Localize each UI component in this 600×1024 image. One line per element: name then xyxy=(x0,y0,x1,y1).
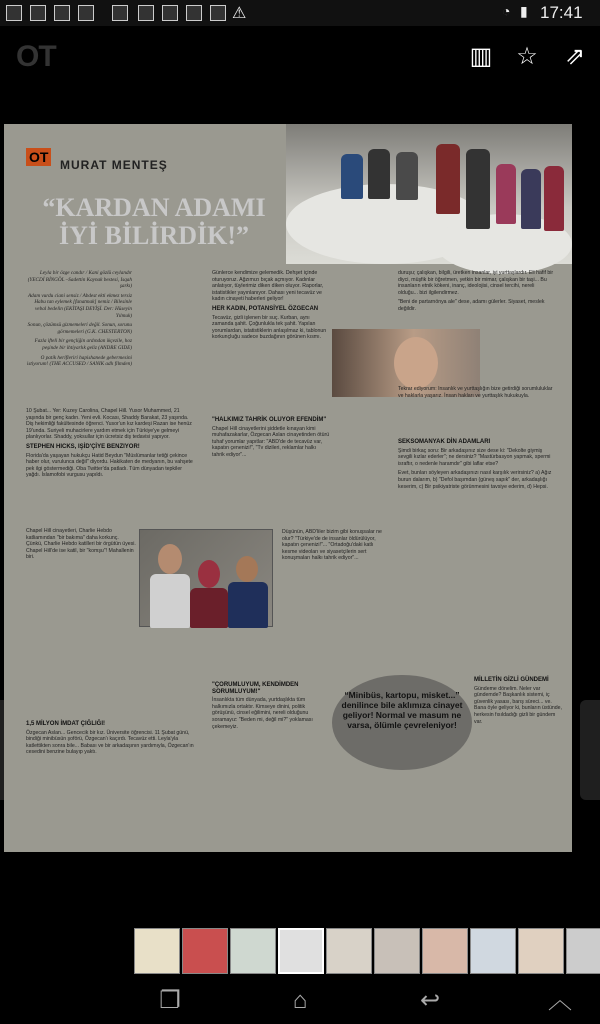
page-thumbnail[interactable] xyxy=(470,928,516,974)
article-column-3-middle: SEKSOMANYAK DİN ADAMLARI Şimdi birkaç soru: Bir arkadaşınız size dese ki: "Dekolte giymiş sevgili kızlar ederler"; ne dersiniz? "Mastürbasyon yapmak, spermi israftır, o nedenle haramdır" gibi laflar etse? Evet, bunları söyleyen arkadaşınızı nasıl karşılık verirsiniz? a) Ağız burun dalarım, b) "Defol başımdan (güneş sapık" der, arkadaşlığı keserim, c) Bir psikiyatriste görünmesini tavsiye ederim, d) Hepsi. xyxy=(398,439,552,490)
page-thumbnail[interactable] xyxy=(566,928,600,974)
article-column-2-middle: "HALKIMIZ TAHRİK OLUYOR EFENDİM" Chapel Hill cinayetlerini şiddetle kınayan kimi muhafazakarlar, Özgecan Aslan cinayetinden ötürü tuhaf yorumlar yapıtlar: "ABD'de de tecavüz var, kapatın çenenizi!", "Tv dizileri, reklamlar halkı tahrik ediyor"... xyxy=(212,417,330,458)
page-thumbnail[interactable] xyxy=(182,928,228,974)
status-bar xyxy=(0,0,600,26)
notification-shop-icon xyxy=(138,5,154,21)
warning-icon: ⚠ xyxy=(232,5,247,22)
notification-download-icon xyxy=(162,5,178,21)
article-column-2: Günlerce kendimize gelemedik. Dehşet içinde oturuyoruz. Ağzımızı bıçak açmıyor. Kadınlar anlatıyor, tüylerimiz diken diken oluyor. Raporlar, istatistikler yayınlanıyor. Dahası yeni tecavüz ve kadın cinayeti haberleri geliyor! HER KADIN, POTANSİYEL ÖZGECAN Tecavüz, gizli işlenen bir suç. Kurban, aynı zamanda şahit. Çoğunlukla tek şahit. Yapılan yorumlardan, istatistiklerin anlaşılmaz ki, tablonun korkunçluğu sadece buzdağının görünen kısmı. xyxy=(212,270,327,341)
notification-upload-icon xyxy=(186,5,202,21)
page-thumbnail[interactable] xyxy=(374,928,420,974)
article-column-2-bottom: "ÇORUMLUYUM, KENDİMDEN SORUMLUYUM!" İnsanlıkta tüm dünyada, yurtdaşlıkta tüm halkımızla ortaktır. Kimseye dinini, politik görüşünü, cinsel eğilimini, nereli olduğunu soramayız: "Beden mi, değil mi?" yoklaması çekemeyiz. xyxy=(212,682,313,730)
pull-quote: “Minibüs, kartopu, misket...” denilince bile aklımıza cinayet geliyor! Normal ve masum ne varsa, ölümle çevreleniyor! xyxy=(332,675,472,770)
family-photo xyxy=(139,529,273,627)
article-column-1-bottom: 1,5 MİLYON İMDAT ÇIĞLIĞI! Özgecan Aslan... Gencecik bir kız. Üniversite öğrencisi. 11 Şubat günü, bindiği minibüsün şoförü, Özgecan'ı kaçırdı. Tecavüz etti. Leyla'yla katlettikten sonra bile... Babası ve bir arkadaşının yardımıyla, Özgecan'ın cesedini benzine bulayıp yaktı. xyxy=(26,721,194,756)
page-thumbnail[interactable] xyxy=(230,928,276,974)
home-icon[interactable]: ⌂ xyxy=(292,987,308,1014)
article-column-3-top: Tekrar ediyorum: İnsanlık ve yurttaşlığın bize getirdiği sorumluluklar ve haklarla yaşarız. İnsan hakları ve yurttaşlık hukukuyla. xyxy=(398,386,553,399)
right-page-handle[interactable] xyxy=(580,700,600,800)
recent-apps-icon[interactable]: ❐ xyxy=(159,987,181,1014)
app-logo[interactable]: OT xyxy=(16,40,56,73)
page-thumbnail[interactable] xyxy=(134,928,180,974)
article-column-2-inset: Düşünün, ABD'liler bizim gibi konuşsalar ne olur? "Türkiye'de de insanlar öldürülüyor, kapatın çenenizi!"... "Ortadoğu'daki katlı kesme videoları ve siyasetçilerin sert konuşmaları halkı tahrik ediyor"... xyxy=(282,529,382,562)
page-thumbnail[interactable] xyxy=(326,928,372,974)
notification-image-icon xyxy=(112,5,128,21)
article-column-3-bottom: MİLLETİN GİZLİ GÜNDEMİ Gündeme dönelim. Neler var gündemde? Başkanlık sistemi, iç güvenlik yasası, barış süreci... ve. Bana öyle geliyor ki, bunların üstünde, herkesin fısıldadığı gizli bir gündem var. xyxy=(474,677,562,725)
snowman-photo xyxy=(286,124,572,264)
notification-news-icon-4 xyxy=(78,5,94,21)
page-thumbnail[interactable] xyxy=(422,928,468,974)
notification-news-icon-3 xyxy=(54,5,70,21)
back-icon[interactable]: ↩ xyxy=(419,987,441,1014)
chevron-up-icon[interactable]: ︿ xyxy=(548,987,572,1014)
magazine-page[interactable] xyxy=(4,124,572,852)
navigation-bar xyxy=(0,978,600,1024)
article-column-3: duruşu; çalışkan, bilgili, üretken insanlar, iyi yurttaşlardır. Eli hafif bir diyci, müşfik bir öğretmen, yetkin bir mimar, çalışkan bir taşi... Bu insanların etnik kökeni, inanç, ideolojisi, cinsel tercihi, nereli olduğu... bizi ilgilendirmez. "Beni de partarnönya ale" dese, adamı gülerler. Siyaset, meslek değildir. xyxy=(398,270,554,312)
headline: “KARDAN ADAMI İYİ BİLİRDİK!” xyxy=(42,193,266,250)
share-icon[interactable]: ⇗ xyxy=(564,43,586,70)
battery-icon: ▮ xyxy=(520,3,528,19)
article-column-1: Leyla bir özge candır / Kani gözlü ceylandır (YECDİ BİNGÖL –Sadettin Kaynak bestesi, Isqah şarkı) Adam vurdu ciani sensiz / Abdest ekti ekmez tersiz Habu tan eylemek [fanatmak] nemiz / Bilesinle vebal bedelin (EKİTAŞI DEYİŞİ. Der: Hüseyin Yılmuk) Sonun, çözümsü gizmemeleri değil. Sonun, sorunu görmemeleri (G.K. CHESTERTON) Fazla ifteli bir gençliğin ardından ikçezile, hoz peşinde bir ihtiyarlık geliz (ANDRE GIDE) O patik herifleriri hapishanede gebermesini istiyorum! (THE ACCUSED / SANIK adlı filmden) xyxy=(26,270,132,368)
notification-check-icon xyxy=(210,5,226,21)
wifi-icon: ◔ xyxy=(502,3,511,19)
columns-view-icon[interactable]: ▥ xyxy=(469,43,493,70)
star-bookmark-icon[interactable]: ☆ xyxy=(516,43,538,70)
notification-news-icon-2 xyxy=(30,5,46,21)
notification-news-icon xyxy=(6,5,22,21)
app-bar xyxy=(0,26,600,88)
page-thumbnail-strip xyxy=(0,924,600,978)
section-tag: OT xyxy=(26,148,51,166)
clock: 17:41 xyxy=(540,3,583,22)
page-thumbnail-current[interactable] xyxy=(278,928,324,974)
article-column-1-middle: Chapel Hill cinayetleri, Charlie Hebdo katliamından "bir bakıma" daha korkunç. Çünkü, Charlie Hebdo katilleri bir örgütün üyesi. Chapel Hill'de ise katil, bir "komşu"! Mahallenin biri. xyxy=(26,528,136,561)
article-column-1-body: 10 Şubat... Yer: Kuzey Carolina, Chapel Hill. Yusor Muhammed, 21 yaşında bir genç kadın. Yeni evli. Kocası, Shaddy Barakat, 23 yaşında. Diş hekimliği fakültesinde öğrenci. Yusor'un kız kardeşi Razan ise henüz 19'unda. Suriyeli muhacirlere yardım etmek için Türkiye'ye gelmeyi planlıyorlar. Shaddy, yoksullar için ücretsiz diş tedavisi yapıyor. STEPHEN HICKS, IŞİD'ÇİYE BENZIYOR! Florida'da yaşayan hukukçu Hatid Beydun "Müslümanlar tetiği çekince haber olur, vurulunca değil" diyordu. Hakikaten de medyanın, bu vahşete pek ilgi göstermediği. Oba Twitter'da patladı. Tüm dünyadan tepkiler yağdı. İslamofobi vurgusu yapıldı. xyxy=(26,408,193,479)
page-thumbnail[interactable] xyxy=(518,928,564,974)
author-name: MURAT MENTEŞ xyxy=(60,158,168,172)
